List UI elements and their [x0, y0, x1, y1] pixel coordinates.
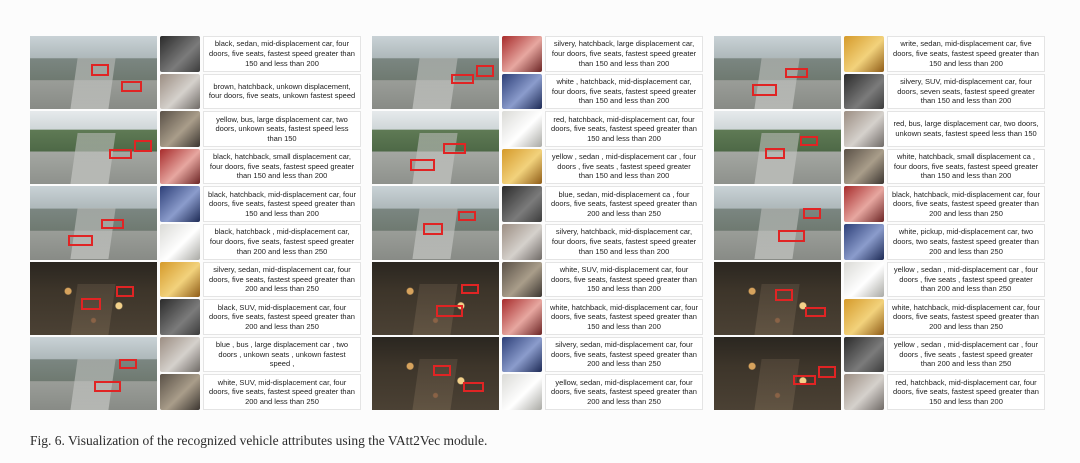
vehicle-bounding-box [81, 298, 101, 310]
figure-row [30, 111, 361, 184]
vehicle-bounding-box [476, 65, 494, 77]
figure-column [372, 36, 703, 410]
attribute-descriptions [887, 262, 1045, 335]
vehicle-attribute-text: silvery, sedan, mid-displacement car, four doors, five seats, fastest speed greater than 200 and less than 250 [545, 337, 703, 373]
vehicle-crops [844, 186, 884, 259]
vehicle-crops [502, 337, 542, 410]
vehicle-bounding-box [94, 381, 122, 393]
vehicle-attribute-text: silvery, hatchback, large displacement car, four doors, five seats, fastest speed greater than 150 and less than 200 [545, 36, 703, 72]
vehicle-attribute-text: black, hatchback , mid-displacement car, four doors, five seats, fastest speed greater than 200 and less than 250 [203, 224, 361, 260]
figure-row [372, 36, 703, 109]
vehicle-crop-image [160, 374, 200, 410]
figure-row [714, 186, 1045, 259]
vehicle-attribute-text: white, hatchback, small displacement ca , four doors, five seats, fastest speed greater than 150 and less than 200 [887, 149, 1045, 185]
vehicle-crop-image [844, 111, 884, 147]
figure-row [714, 337, 1045, 410]
vehicle-crop-image [160, 36, 200, 72]
traffic-scene-image [372, 36, 499, 109]
vehicle-crops [160, 111, 200, 184]
attribute-descriptions [887, 186, 1045, 259]
vehicle-crop-image [844, 36, 884, 72]
vehicle-crops [844, 337, 884, 410]
vehicle-attribute-text: white, hatchback, mid-displacement car, four doors, five seats, fastest speed greater than 200 and less than 250 [887, 299, 1045, 335]
figure-column [714, 36, 1045, 410]
attribute-descriptions [545, 36, 703, 109]
vehicle-bounding-box [793, 375, 816, 385]
vehicle-attribute-text: brown, hatchback, unkown displacement, four doors, five seats, unkown fastest speed [203, 74, 361, 110]
vehicle-bounding-box [752, 84, 777, 96]
vehicle-bounding-box [765, 148, 785, 160]
vehicle-crop-image [844, 186, 884, 222]
vehicle-attribute-text: white, SUV, mid-displacement car, four doors, five seats, fastest speed greater than 150 and less than 200 [545, 262, 703, 298]
traffic-scene-image [30, 337, 157, 410]
vehicle-crops [502, 262, 542, 335]
vehicle-attribute-text: red, hatchback, mid-displacement car, four doors, five seats, fastest speed greater than 150 and less than 200 [887, 374, 1045, 410]
vehicle-attribute-text: white, SUV, mid-displacement car, four doors, five seats, fastest speed greater than 200 and less than 250 [203, 374, 361, 410]
vehicle-attribute-text: yellow, sedan, mid-displacement car, four doors, five seats, fastest speed greater than 200 and less than 250 [545, 374, 703, 410]
vehicle-crop-image [844, 149, 884, 185]
vehicle-attribute-text: black, hatchback, small displacement car, four doors, five seats, fastest speed greater than 150 and less than 200 [203, 149, 361, 185]
vehicle-crop-image [502, 36, 542, 72]
vehicle-attribute-text: red, bus, large displacement car, two doors, unkown seats, fastest speed less than 150 [887, 111, 1045, 147]
vehicle-bounding-box [109, 149, 132, 159]
attribute-descriptions [203, 111, 361, 184]
traffic-scene-image [714, 186, 841, 259]
vehicle-attribute-text: white, pickup, mid-displacement car, two doors, two seats, fastest speed greater than 200 and less than 250 [887, 224, 1045, 260]
vehicle-attribute-text: white , hatchback, mid-displacement car, four doors, five seats, fastest speed greater than 150 and less than 200 [545, 74, 703, 110]
figure-row [30, 262, 361, 335]
attribute-descriptions [203, 337, 361, 410]
vehicle-crop-image [160, 74, 200, 110]
vehicle-crops [502, 111, 542, 184]
vehicle-crops [844, 262, 884, 335]
traffic-scene-image [30, 111, 157, 184]
vehicle-crop-image [502, 299, 542, 335]
figure-row [372, 262, 703, 335]
figure-row [372, 337, 703, 410]
traffic-scene-image [714, 111, 841, 184]
traffic-scene-image [714, 337, 841, 410]
vehicle-bounding-box [91, 64, 109, 76]
traffic-scene-image [30, 36, 157, 109]
vehicle-bounding-box [443, 143, 466, 153]
figure-row [372, 111, 703, 184]
attribute-descriptions [545, 111, 703, 184]
vehicle-crop-image [844, 224, 884, 260]
figure-row [30, 337, 361, 410]
vehicle-crop-image [160, 299, 200, 335]
vehicle-crops [160, 186, 200, 259]
vehicle-crop-image [502, 74, 542, 110]
vehicle-bounding-box [410, 159, 435, 171]
vehicle-crop-image [844, 299, 884, 335]
vehicle-bounding-box [463, 382, 483, 392]
vehicle-attribute-text: black, sedan, mid-displacement car, four doors, five seats, fastest speed greater than 150 and less than 200 [203, 36, 361, 72]
vehicle-bounding-box [68, 235, 93, 247]
vehicle-crop-image [844, 262, 884, 298]
figure-row [372, 186, 703, 259]
vehicle-crop-image [844, 374, 884, 410]
vehicle-crop-image [160, 224, 200, 260]
vehicle-crop-image [502, 111, 542, 147]
vehicle-crops [502, 36, 542, 109]
traffic-scene-image [30, 262, 157, 335]
figure-caption: Fig. 6. Visualization of the recognized vehicle attributes using the VAtt2Vec module. [30, 433, 488, 448]
vehicle-crop-image [502, 337, 542, 373]
vehicle-crops [844, 36, 884, 109]
vehicle-crop-image [502, 262, 542, 298]
figure-row [714, 262, 1045, 335]
traffic-scene-image [372, 186, 499, 259]
vehicle-bounding-box [805, 307, 825, 317]
vehicle-attribute-text: yellow, bus, large displacement car, two doors, unkown seats, fastest speed less than 150 [203, 111, 361, 147]
vehicle-bounding-box [134, 140, 152, 152]
vehicle-attribute-text: white, hatchback, mid-displacement car, four doors, five seats, fastest speed greater than 150 and less than 200 [545, 299, 703, 335]
traffic-scene-image [372, 262, 499, 335]
figure-row [30, 36, 361, 109]
attribute-descriptions [203, 186, 361, 259]
vehicle-bounding-box [818, 366, 836, 378]
vehicle-crop-image [160, 186, 200, 222]
vehicle-crops [844, 111, 884, 184]
traffic-scene-image [372, 337, 499, 410]
attribute-descriptions [203, 262, 361, 335]
vehicle-attribute-text: black, SUV, mid-displacement car, four doors, five seats, fastest speed greater than 200 and less than 250 [203, 299, 361, 335]
vehicle-crop-image [502, 374, 542, 410]
attribute-descriptions [545, 337, 703, 410]
vehicle-bounding-box [121, 81, 141, 91]
attribute-descriptions [545, 186, 703, 259]
vehicle-crops [160, 337, 200, 410]
vehicle-crops [502, 186, 542, 259]
figure-row [714, 111, 1045, 184]
attribute-descriptions [203, 36, 361, 109]
vehicle-crop-image [160, 111, 200, 147]
traffic-scene-image [714, 262, 841, 335]
vehicle-bounding-box [101, 219, 124, 229]
vehicle-bounding-box [436, 305, 464, 317]
vehicle-attribute-text: yellow , sedan , mid-displacement car , four doors , five seats , fastest speed greater than 200 and less than 250 [887, 337, 1045, 373]
vehicle-crops [160, 262, 200, 335]
vehicle-attribute-text: write, sedan, mid-displacement car, five doors, five seats, fastest speed greater than 150 and less than 200 [887, 36, 1045, 72]
vehicle-attribute-text: silvery, sedan, mid-displacement car, four doors, five seats, fastest speed greater than 200 and less than 250 [203, 262, 361, 298]
figure-row [30, 186, 361, 259]
vehicle-bounding-box [803, 208, 821, 218]
vehicle-crop-image [502, 149, 542, 185]
vehicle-bounding-box [775, 289, 793, 301]
vehicle-bounding-box [433, 365, 451, 377]
vehicle-attribute-text: red, hatchback, mid-displacement car, four doors, five seats, fastest speed greater than 150 and less than 200 [545, 111, 703, 147]
vehicle-attribute-text: black, hatchback, mid-displacement car, four doors, five seats, fastest speed greater than 200 and less than 250 [887, 186, 1045, 222]
vehicle-bounding-box [451, 74, 474, 84]
attribute-descriptions [887, 111, 1045, 184]
figure-grid [30, 36, 1046, 410]
vehicle-attribute-text: silvery, SUV, mid-displacement car, four doors, seven seats, fastest speed greater than 150 and less than 200 [887, 74, 1045, 110]
vehicle-crop-image [502, 186, 542, 222]
vehicle-attribute-text: yellow , sedan , mid-displacement car , four doors , five seats , fastest speed greater than 200 and less than 250 [887, 262, 1045, 298]
vehicle-bounding-box [461, 284, 479, 294]
vehicle-attribute-text: blue, sedan, mid-displacement ca , four doors, five seats, fastest speed greater than 200 and less than 250 [545, 186, 703, 222]
attribute-descriptions [887, 36, 1045, 109]
vehicle-crop-image [844, 337, 884, 373]
vehicle-bounding-box [800, 136, 818, 146]
figure-row [714, 36, 1045, 109]
traffic-scene-image [372, 111, 499, 184]
traffic-scene-image [30, 186, 157, 259]
vehicle-bounding-box [778, 230, 806, 242]
vehicle-crop-image [160, 337, 200, 373]
vehicle-crop-image [844, 74, 884, 110]
vehicle-attribute-text: blue , bus , large displacement car , two doors , unkown seats , unkown fastest speed , [203, 337, 361, 373]
vehicle-bounding-box [458, 211, 476, 221]
vehicle-bounding-box [116, 286, 134, 296]
vehicle-crops [160, 36, 200, 109]
vehicle-attribute-text: yellow , sedan , mid-displacement car , four doors , five seats , fastest speed greater than 150 and less than 200 [545, 149, 703, 185]
vehicle-crop-image [160, 149, 200, 185]
traffic-scene-image [714, 36, 841, 109]
vehicle-bounding-box [423, 223, 443, 235]
attribute-descriptions [545, 262, 703, 335]
vehicle-bounding-box [785, 68, 808, 78]
figure-column [30, 36, 361, 410]
vehicle-bounding-box [119, 359, 137, 369]
vehicle-attribute-text: silvery, hatchback, mid-displacement car, four doors, five seats, fastest speed greater than 150 and less than 200 [545, 224, 703, 260]
vehicle-crop-image [160, 262, 200, 298]
vehicle-attribute-text: black, hatchback, mid-displacement car, four doors, five seats, fastest speed greater than 150 and less than 200 [203, 186, 361, 222]
attribute-descriptions [887, 337, 1045, 410]
vehicle-crop-image [502, 224, 542, 260]
